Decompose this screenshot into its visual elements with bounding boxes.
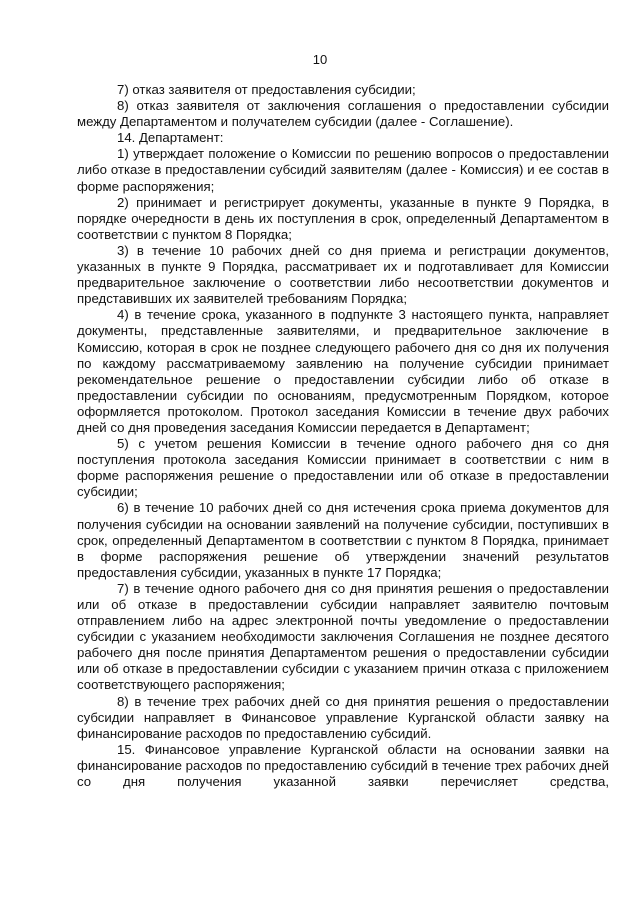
page-number: 10 [312,52,328,67]
paragraph-14-5: 5) с учетом решения Комиссии в течение одного рабочего дня со дня поступления протокола заседания Комиссии принимает в соответствии с ним в форме распоряжения решение о предоставлении или об отказе в предоставлении субсидии; [77,436,609,500]
paragraph-14-8: 8) в течение трех рабочих дней со дня принятия решения о предоставлении субсидии направляет в Финансовое управление Курганской области заявку на финансирование расходов по предоставлению субсидий. [77,693,609,741]
paragraph-14-7: 7) в течение одного рабочего дня со дня принятия решения о предоставлении или об отказе в предоставлении субсидии направляет заявителю почтовым отправлением либо на адрес электронной почты уведомление о предоставлении субсидии с указанием необходимости заключения Соглашения не позднее десятого рабочего дня после принятия Департаментом решения о предоставлении субсидии или об отказе в предоставлении субсидии с указанием причин отказа с приложением соответствующего распоряжения; [77,580,609,693]
paragraph-14-3: 3) в течение 10 рабочих дней со дня приема и регистрации документов, указанных в пункте 9 Порядка, рассматривает их и подготавливает для Комиссии предварительное заключение о соответствии либо несоответствии документов и представивших их заявителей требованиям Порядка; [77,242,609,307]
paragraph-14-1: 1) утверждает положение о Комиссии по решению вопросов о предоставлении либо отказе в предоставлении субсидий заявителям (далее - Комиссия) и ее состав в форме распоряжения; [77,146,609,194]
document-body [77,82,609,790]
paragraph-14-6: 6) в течение 10 рабочих дней со дня истечения срока приема документов для получения субсидии на основании заявлений на получение субсидии, поступивших в срок, определенный Департаментом в соответствии с пунктом 8 Порядка, принимает в форме распоряжения решение об утверждении значений результатов предоставления субсидии, указанных в пункте 17 Порядка; [77,500,609,580]
paragraph-section-14: 14. Департамент: [117,130,224,146]
paragraph-14-2: 2) принимает и регистрирует документы, указанные в пункте 9 Порядка, в порядке очередности в день их поступления в срок, определенный Департаментом в соответствии с пунктом 8 Порядка; [77,194,609,242]
paragraph-item-8: 8) отказ заявителя от заключения соглашения о предоставлении субсидии между Департаментом и получателем субсидии (далее - Соглашение). [77,98,609,130]
paragraph-14-4: 4) в течение срока, указанного в подпункте 3 настоящего пункта, направляет документы, представленные заявителями, и предварительное заключение в Комиссию, которая в срок не позднее следующего рабочего дня со дня их получения по каждому рассматриваемому заявлению на получение субсидии принимает рекомендательное решение о предоставлении субсидии либо об отказе в предоставлении субсидии по основаниям, предусмотренным Порядком, которое оформляется протоколом. Протокол заседания Комиссии в течение двух рабочих дней со дня проведения заседания Комиссии передается в Департамент; [77,307,609,435]
paragraph-section-15: 15. Финансовое управление Курганской области на основании заявки на финансирование расходов по предоставлению субсидий в течение трех рабочих дней со дня получения указанной заявки перечисляет средства, [77,741,609,790]
paragraph-item-7: 7) отказ заявителя от предоставления субсидии; [117,82,416,97]
